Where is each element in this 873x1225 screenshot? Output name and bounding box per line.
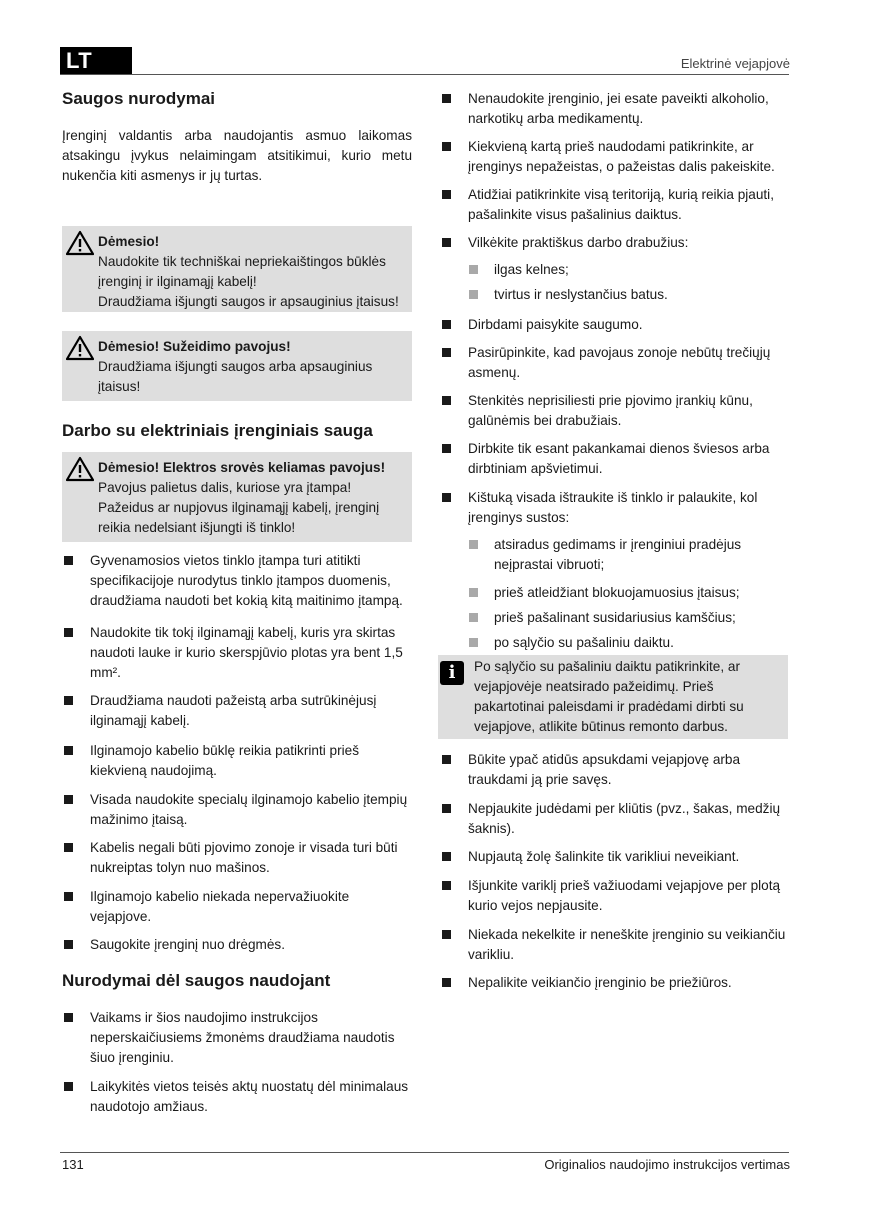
language-badge: LT [60,47,132,75]
info-icon: i [440,661,464,685]
list-item-text: Nenaudokite įrenginio, jei esate paveikti alkoholio, narkotikų arba medikamentų. [468,91,769,126]
list-item [440,343,792,383]
list-item [62,551,414,611]
list-item-text: Kiekvieną kartą prieš naudodami patikrinkite, ar įrenginys nepažeistas, o pažeistas dalis pakeiskite. [468,139,775,174]
bullet-square [442,930,451,939]
bullet-square [442,804,451,813]
bullet-square [442,190,451,199]
bullet-square [442,396,451,405]
bullet-square [64,628,73,637]
list-item-text: Gyvenamosios vietos tinklo įtampa turi atitikti specifikacijoje nurodytus tinklo įtampos duomenis, draudžiama naudoti bet kokią kitą maitinimo įtampą. [90,553,403,608]
list-item-text: Ilginamojo kabelio niekada nepervažiuokite vejapjove. [90,889,350,924]
heading-electric-safety: Darbo su elektriniais įrenginiais sauga [62,421,373,440]
list-item [62,887,414,927]
warning-icon [66,335,94,361]
bullet-square [469,638,478,647]
heading-safety: Saugos nurodymai [62,89,216,108]
bullet-square [469,265,478,274]
sub-list-item [440,535,770,575]
list-item [440,439,792,479]
sub-list-item [440,608,792,628]
header-rule [60,74,789,75]
list-item-text: Išjunkite variklį prieš važiuodami vejapjove per plotą kurio vejos nepjausite. [468,878,781,913]
list-item [62,1077,414,1117]
bullet-square [442,881,451,890]
warning-text: Draudžiama išjungti saugos arba apsauginius įtaisus! [98,359,373,394]
list-item-text: po sąlyčio su pašaliniu daiktu. [494,635,674,650]
bullet-square [469,290,478,299]
list-item-text: tvirtus ir neslystančius batus. [494,287,668,302]
list-item [62,935,414,955]
list-item-text: Atidžiai patikrinkite visą teritoriją, kurią reikia pjauti, pašalinkite visus pašalinius daiktus. [468,187,774,222]
list-item-text: Vilkėkite praktiškus darbo drabužius: [468,235,689,250]
list-item-text: Nepalikite veikiančio įrenginio be priežiūros. [468,975,732,990]
list-item-text: Ilginamojo kabelio būklę reikia patikrinti prieš kiekvieną naudojimą. [90,743,359,778]
list-item-text: Stenkitės neprisiliesti prie pjovimo įrankių kūnu, galūnėmis bei drabužiais. [468,393,753,428]
list-item-text: Kabelis negali būti pjovimo zonoje ir visada turi būti nukreiptas tolyn nuo mašinos. [90,840,398,875]
warning-title: Dėmesio! Elektros srovės keliamas pavojus! [98,460,386,475]
warning-text: Pavojus palietus dalis, kuriose yra įtampa! [98,480,352,495]
list-item-text: Pasirūpinkite, kad pavojaus zonoje nebūtų trečiųjų asmenų. [468,345,771,380]
list-item-text: Laikykitės vietos teisės aktų nuostatų dėl minimalaus naudotojo amžiaus. [90,1079,409,1114]
list-item-text: prieš pašalinant susidariusius kamščius; [494,610,736,625]
header-title: Elektrinė vejapjovė [680,56,790,71]
bullet-square [64,746,73,755]
list-item-text: Naudokite tik tokį ilginamąjį kabelį, kuris yra skirtas naudoti lauke ir kurio skerspjūvio plotas yra bent 1,5 mm². [90,625,403,680]
bullet-square [442,238,451,247]
warning-text: Draudžiama išjungti saugos ir apsauginius įtaisus! [98,294,399,309]
list-item [440,876,792,916]
bullet-square [64,795,73,804]
bullet-square [64,1082,73,1091]
page-number: 131 [62,1157,84,1172]
bullet-square [64,940,73,949]
list-item [440,847,792,867]
list-item [62,741,414,781]
bullet-square [64,1013,73,1022]
heading-use-safety: Nurodymai dėl saugos naudojant [62,971,331,990]
sub-list-item [440,583,792,603]
list-item-text: Saugokite įrenginį nuo drėgmės. [90,937,285,952]
list-item [62,1008,414,1068]
warning-box [62,331,412,401]
list-item-text: Kištuką visada ištraukite iš tinklo ir palaukite, kol įrenginys sustos: [468,490,758,525]
bullet-square [442,444,451,453]
list-item [62,691,414,731]
list-item [440,315,792,335]
warning-box [62,452,412,542]
intro-paragraph: Įrenginį valdantis arba naudojantis asmuo laikomas atsakingu įvykus nelaimingam atsitikimui, kurio metu nukenčia kiti asmenys ir jų turtas. [62,128,412,183]
list-item [440,391,792,431]
list-item-text: Niekada nekelkite ir neneškite įrenginio su veikiančiu varikliu. [468,927,786,962]
bullet-square [469,540,478,549]
footer-title: Originalios naudojimo instrukcijos vertimas [544,1157,790,1172]
bullet-square [442,348,451,357]
bullet-square [442,320,451,329]
list-item [440,799,792,839]
list-item-text: atsiradus gedimams ir įrenginiui pradėjus neįprastai vibruoti; [494,537,742,572]
warning-title: Dėmesio! Sužeidimo pavojus! [98,339,291,354]
list-item-text: Vaikams ir šios naudojimo instrukcijos neperskaičiusiems žmonėms draudžiama naudotis šiuo įrenginiu. [90,1010,395,1065]
info-box [438,655,788,739]
bullet-square [442,94,451,103]
warning-title: Dėmesio! [98,234,160,249]
list-item-text: Būkite ypač atidūs apsukdami vejapjovę arba traukdami ją prie savęs. [468,752,741,787]
bullet-square [442,852,451,861]
bullet-square [469,613,478,622]
list-item [62,790,414,830]
list-item-text: Visada naudokite specialų ilginamojo kabelio įtempių mažinimo įtaisą. [90,792,408,827]
warning-icon [66,230,94,256]
bullet-square [442,755,451,764]
list-item [440,89,792,129]
warning-text: Pažeidus ar nupjovus ilginamąjį kabelį, įrenginį reikia nedelsiant išjungti iš tinklo! [98,500,380,535]
list-item [440,925,792,965]
list-item [440,973,792,993]
list-item [440,185,792,225]
bullet-square [64,556,73,565]
warning-icon [66,456,94,482]
warning-box [62,226,412,312]
bullet-square [64,892,73,901]
list-item-text: Nepjaukite judėdami per kliūtis (pvz., šakas, medžių šaknis). [468,801,781,836]
list-item [62,838,414,878]
list-item-text: Dirbdami paisykite saugumo. [468,317,643,332]
bullet-square [442,493,451,502]
bullet-square [442,142,451,151]
list-item [440,137,792,177]
bullet-square [442,978,451,987]
list-item-text: Dirbkite tik esant pakankamai dienos šviesos arba dirbtiniam apšvietimui. [468,441,770,476]
list-item-text: prieš atleidžiant blokuojamuosius įtaisus; [494,585,740,600]
sub-list-item [440,260,792,280]
sub-list-item [440,633,792,653]
list-item [440,233,792,253]
list-item-text: Nupjautą žolę šalinkite tik varikliui neveikiant. [468,849,740,864]
list-item-text: Draudžiama naudoti pažeistą arba sutrūkinėjusį ilginamąjį kabelį. [90,693,377,728]
list-item [440,750,792,790]
list-item [62,623,414,683]
bullet-square [64,843,73,852]
bullet-square [469,588,478,597]
list-item-text: ilgas kelnes; [494,262,569,277]
warning-text: Naudokite tik techniškai nepriekaištingos būklės įrenginį ir ilginamąjį kabelį! [98,254,386,289]
list-item [440,488,792,528]
footer-rule [60,1152,789,1153]
sub-list-item [440,285,792,305]
bullet-square [64,696,73,705]
info-text: Po sąlyčio su pašaliniu daiktu patikrinkite, ar vejapjovėje neatsirado pažeidimų. Prieš pakartotinai paleisdami ir pradėdami dirbti su vejapjove, atlikite būtinus remonto darbus. [474,659,744,734]
